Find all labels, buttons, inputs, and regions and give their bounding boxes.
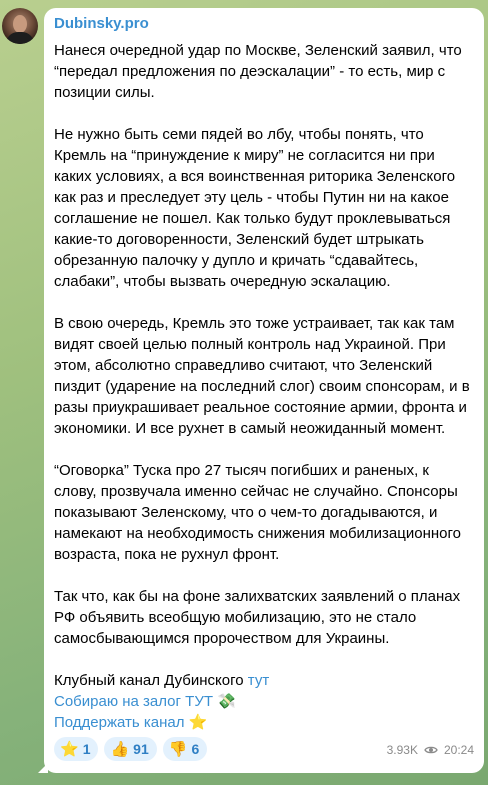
message-paragraph: “Оговорка” Туска про 27 тысяч погибших и раненых, к слову, прозвучала именно сейчас не случайно. Спонсоры показывают Зеленскому, что о чем-то догадываются, и намекают на необходимость снижения мобилизационного возраста, пока не рухнул фронт. bbox=[54, 462, 461, 563]
channel-avatar[interactable] bbox=[2, 8, 38, 44]
star-icon: ⭐ bbox=[188, 714, 208, 731]
support-link[interactable]: Поддержать канал bbox=[54, 714, 185, 731]
thumbs-up-icon: 👍 bbox=[110, 741, 130, 758]
reactions bbox=[54, 737, 207, 761]
message-paragraph: Нанеся очередной удар по Москве, Зеленский заявил, что “передал предложения по деэскалации” - то есть, мир с позиции силы. bbox=[54, 42, 462, 101]
club-line bbox=[54, 670, 474, 691]
channel-name[interactable]: Dubinsky.pro bbox=[54, 15, 149, 32]
reaction-count: 91 bbox=[133, 741, 149, 757]
message-paragraph: Так что, как бы на фоне залихватских заявлений о планах РФ объявить всеобщую мобилизацию, это не стало самосбывающимся пророчеством для Украины. bbox=[54, 588, 461, 647]
thumbs-down-icon: 👎 bbox=[168, 741, 188, 758]
avatar-body bbox=[6, 32, 34, 44]
star-reaction-icon: ⭐ bbox=[60, 741, 79, 758]
eye-icon bbox=[424, 745, 438, 755]
reaction-thumbs-up[interactable] bbox=[104, 737, 156, 761]
club-link[interactable]: тут bbox=[247, 672, 270, 689]
message-bubble bbox=[44, 8, 484, 773]
reaction-thumbs-down[interactable] bbox=[163, 737, 207, 761]
message-time: 20:24 bbox=[443, 743, 474, 757]
reaction-count: 6 bbox=[191, 741, 200, 757]
message-meta bbox=[387, 743, 474, 757]
reaction-star[interactable] bbox=[54, 737, 98, 761]
pledge-line bbox=[54, 691, 474, 712]
avatar-face bbox=[13, 15, 27, 33]
message-paragraph: Не нужно быть семи пядей во лбу, чтобы понять, что Кремль на “принуждение к миру” не согласится ни при каких условиях, а вся воинственная риторика Зеленского как раз и преследует эту цель - чтобы Путин ни на какое соглашение не пошел. Как только будут проклевываться какие-то договоренности, Зеленский будет штрыкать обрезанную палочку у дупло и кричать “сдавайтесь, слабаки”, чтобы вызвать очередную эскалацию. bbox=[54, 126, 456, 290]
message-paragraph: В свою очередь, Кремль это тоже устраивает, так как там видят своей целью полный контроль над Украиной. При этом, абсолютно справедливо считают, что Зеленский пиздит (ударение на последний слог) своим спонсорам, и в разы приукрашивает реальное состояние армии, фронта и экономики. И все рухнет в самый неожиданный момент. bbox=[54, 315, 470, 437]
reaction-count: 1 bbox=[82, 741, 91, 757]
money-icon: 💸 bbox=[217, 693, 236, 710]
pledge-link[interactable]: Собираю на залог ТУТ bbox=[54, 693, 214, 710]
message-footer bbox=[54, 737, 474, 763]
club-text: Клубный канал Дубинского bbox=[54, 672, 244, 689]
message-links bbox=[54, 670, 474, 733]
view-count: 3.93K bbox=[386, 743, 418, 757]
support-line bbox=[54, 712, 474, 733]
